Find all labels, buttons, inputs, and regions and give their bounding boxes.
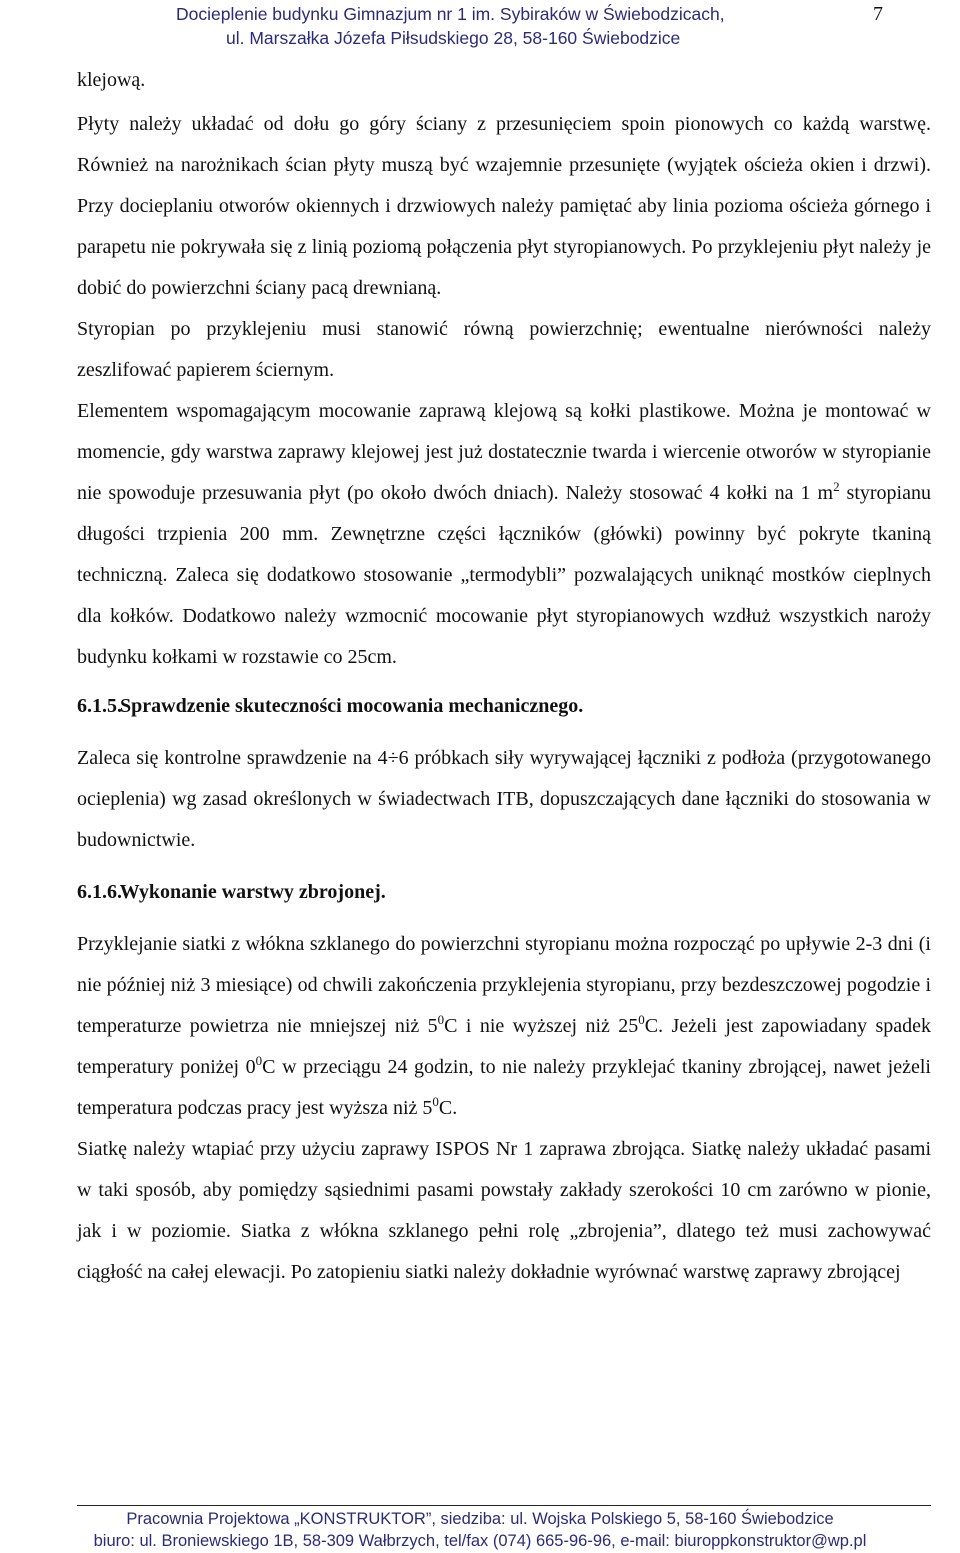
siatka-text-d: C w przeciągu 24 godzin, to nie należy przyklejać tkaniny zbrojącej, nawet jeżeli temperatura podczas pracy jest wyższa niż 5 [77, 1056, 931, 1119]
paragraph-klejowa: klejową. [77, 69, 146, 91]
section-heading-6-1-6 [77, 872, 931, 913]
superscript-0: 0 [437, 1012, 445, 1027]
kolki-text-b: styropianu długości trzpienia 200 mm. Zewnętrzne części łączników (główki) powinny być pokryte tkaniną techniczną. Zaleca się dodatkowo stosowanie „termodybli” pozwalających uniknąć mostków cieplnych dla kołków. Dodatkowo należy wzmocnić mocowanie płyt styropianowych wzdłuż wszystkich naroży budynku kołkami w rozstawie co 25cm. [77, 482, 931, 668]
section-number: 6.1.5. [77, 695, 122, 717]
footer-company-line: Pracownia Projektowa „KONSTRUKTOR”, siedziba: ul. Wojska Polskiego 5, 58-160 Świebodzice [126, 1510, 834, 1528]
footer-divider [77, 1505, 931, 1506]
paragraph-siatka [77, 924, 931, 1129]
section-title: Wykonanie warstwy zbrojonej. [119, 881, 386, 903]
header-title-line: Docieplenie budynku Gimnazjum nr 1 im. Sybiraków w Świebodzicach, [176, 4, 725, 24]
siatka-text-a: Przyklejanie siatki z włókna szklanego do powierzchni styropianu można rozpocząć po upływie 2-3 dni (i nie później niż 3 miesiące) od chwili zakończenia przyklejenia styropianu, przy bezdeszczowej pogodzie i temperaturze powietrza nie mniejszej niż 5 [77, 933, 931, 1037]
page-header [0, 2, 960, 52]
superscript-2: 2 [833, 479, 840, 494]
siatka-text-b: C i nie wyższej niż 25 [444, 1015, 639, 1037]
page-footer [0, 1508, 960, 1552]
paragraph-wtapianie: Siatkę należy wtapiać przy użyciu zaprawy ISPOS Nr 1 zaprawa zbrojąca. Siatkę należy układać pasami w taki sposób, aby pomiędzy sąsiednimi pasami powstały zakłady szerokości 10 cm zarówno w pionie, jak i w poziomie. Siatka z włókna szklanego pełni rolę „zbrojenia”, dlatego też musi zachowywać ciągłość na całej elewacji. Po zatopieniu siatki należy dokładnie wyrównać warstwę zaprawy zbrojącej [77, 1138, 931, 1283]
superscript-0: 0 [638, 1012, 645, 1027]
superscript-0: 0 [255, 1053, 263, 1068]
section-title: Sprawdzenie skuteczności mocowania mechanicznego. [120, 695, 584, 717]
paragraph-plyty: Płyty należy układać od dołu go góry ściany z przesunięciem spoin pionowych co każdą warstwę. Również na narożnikach ścian płyty muszą być wzajemnie przesunięte (wyjątek ościeża okien i drzwi). Przy docieplaniu otworów okiennych i drzwiowych należy pamiętać aby linia pozioma ościeża górnego i parapetu nie pokrywała się z linią poziomą połączenia płyt styropianowych. Po przyklejeniu płyt należy je dobić do powierzchni ściany pacą drewnianą. [77, 113, 931, 299]
section-number: 6.1.6. [77, 881, 122, 903]
siatka-text-e: C. [438, 1097, 458, 1119]
superscript-0: 0 [432, 1094, 439, 1109]
kolki-text-a: Elementem wspomagającym mocowanie zaprawą klejową są kołki plastikowe. Można je montować w momencie, gdy warstwa zaprawy klejowej jest już dostatecznie twarda i wiercenie otworów w styropianie nie spowoduje przesuwania płyt (po około dwóch dniach). Należy stosować 4 kołki na 1 m [77, 400, 931, 504]
section-heading-6-1-5 [77, 686, 931, 727]
paragraph-kontrola: Zaleca się kontrolne sprawdzenie na 4÷6 próbkach siły wyrywającej łączniki z podłoża (przygotowanego ocieplenia) wg zasad określonych w świadectwach ITB, dopuszczających dane łączniki do stosowania w budownictwie. [77, 747, 931, 851]
document-body [77, 60, 931, 1293]
paragraph-kolki [77, 391, 931, 678]
footer-contact-line: biuro: ul. Broniewskiego 1B, 58-309 Wałbrzych, tel/fax (074) 665-96-96, e-mail: biuroppkonstruktor@wp.pl [93, 1532, 867, 1550]
siatka-text-c: C. Jeżeli jest zapowiadany spadek temperatury poniżej 0 [77, 1015, 931, 1078]
page-number: 7 [873, 3, 883, 25]
paragraph-styropian: Styropian po przyklejeniu musi stanowić równą powierzchnię; ewentualne nierówności należy zeszlifować papierem ściernym. [77, 318, 931, 381]
header-address-line: ul. Marszałka Józefa Piłsudskiego 28, 58-160 Świebodzice [226, 28, 681, 48]
